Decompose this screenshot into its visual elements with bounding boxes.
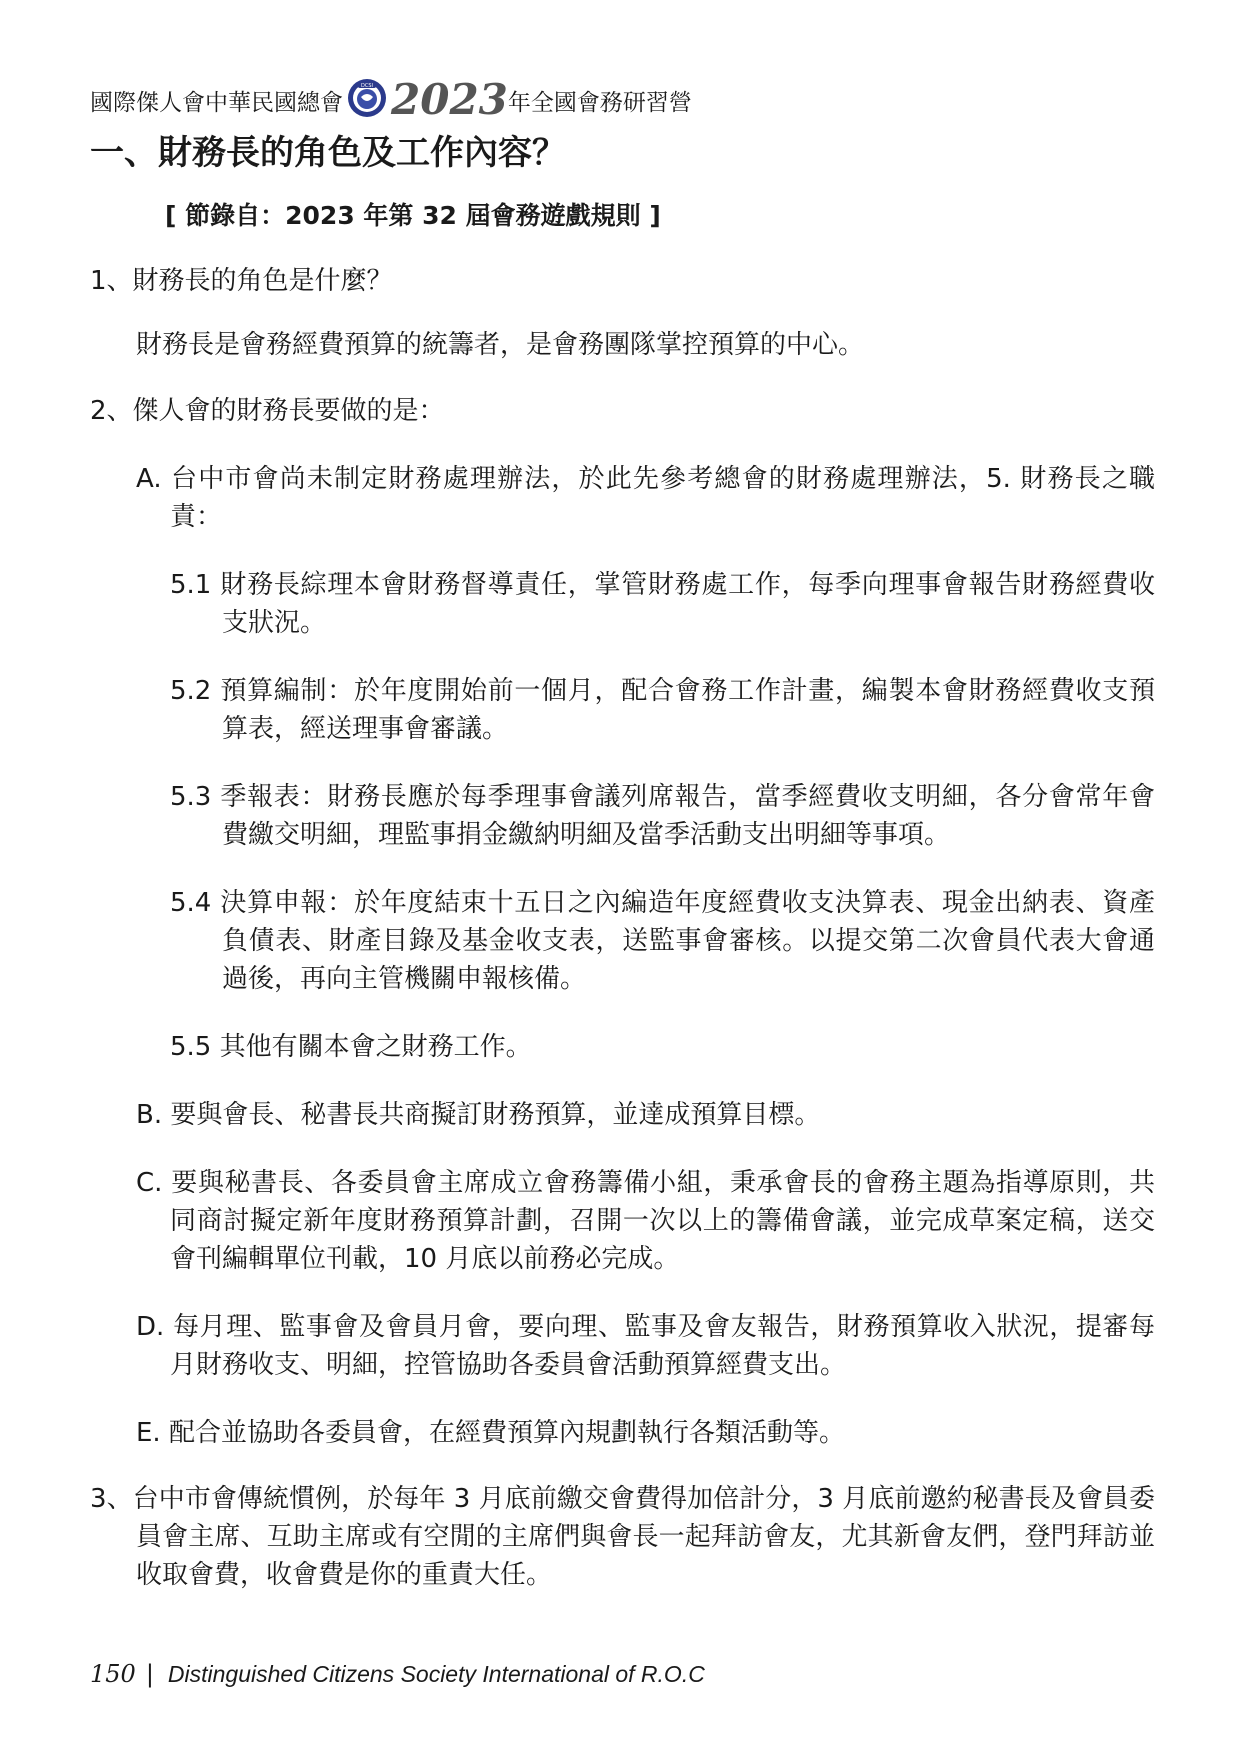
item-5-1: 5.1 財務長綜理本會財務督導責任，掌管財務處工作，每季向理事會報告財務經費收支狀況。 [170,570,1155,638]
item-b: B. 要與會長、秘書長共商擬訂財務預算，並達成預算目標。 [136,1100,821,1130]
item-d: D. 每月理、監事會及會員月會，要向理、監事及會友報告，財務預算收入狀況，提審每月財務收支、明細，控管協助各委員會活動預算經費支出。 [136,1312,1155,1380]
page-footer [90,1660,705,1688]
question-1-answer: 財務長是會務經費預算的統籌者，是會務團隊掌控預算的中心。 [136,330,865,360]
item-c: C. 要與秘書長、各委員會主席成立會務籌備小組，秉承會長的會務主題為指導原則，共同商討擬定新年度財務預算計劃，召開一次以上的籌備會議，並完成草案定稿，送交會刊編輯單位刊載，10 月底以前務必完成。 [136,1168,1155,1274]
item-5-5: 5.5 其他有關本會之財務工作。 [170,1032,532,1062]
section-title: 一、財務長的角色及工作內容？ [90,133,566,173]
excerpt-source: [ 節錄自：2023 年第 32 屆會務遊戲規則 ] [165,201,661,230]
page-number: 150 [90,1660,136,1688]
footer-separator: | [145,1660,154,1688]
main-content [90,130,1155,1594]
header-org-name: 國際傑人會中華民國總會 [90,90,343,116]
question-3: 3、台中市會傳統慣例，於每年 3 月底前繳交會費得加倍計分，3 月底前邀約秘書長及會員委員會主席、互助主席或有空閒的主席們與會長一起拜訪會友，尤其新會友們，登門拜訪並收取會費，收會費是你的重責大任。 [90,1484,1155,1590]
item-5-2: 5.2 預算編制：於年度開始前一個月，配合會務工作計畫，編製本會財務經費收支預算表，經送理事會審議。 [170,676,1155,744]
item-a: A. 台中市會尚未制定財務處理辦法，於此先參考總會的財務處理辦法，5. 財務長之職責： [136,464,1155,532]
question-2: 2、傑人會的財務長要做的是： [90,396,445,426]
item-5-3: 5.3 季報表：財務長應於每季理事會議列席報告，當季經費收支明細，各分會常年會費繳交明細，理監事捐金繳納明細及當季活動支出明細等事項。 [170,782,1155,850]
page-header [90,72,692,122]
header-year: 2023 [391,75,508,124]
header-event-name: 年全國會務研習營 [507,90,692,116]
dcsi-logo-icon [347,78,387,118]
logo-text: DCSI [361,83,373,89]
question-1: 1、財務長的角色是什麼？ [90,266,393,296]
item-e: E. 配合並協助各委員會，在經費預算內規劃執行各類活動等。 [136,1418,845,1448]
footer-org-name: Distinguished Citizens Society International of R.O.C [167,1661,705,1687]
item-5-4: 5.4 決算申報：於年度結束十五日之內編造年度經費收支決算表、現金出納表、資產負債表、財產目錄及基金收支表，送監事會審核。以提交第二次會員代表大會通過後，再向主管機關申報核備。 [170,888,1155,994]
